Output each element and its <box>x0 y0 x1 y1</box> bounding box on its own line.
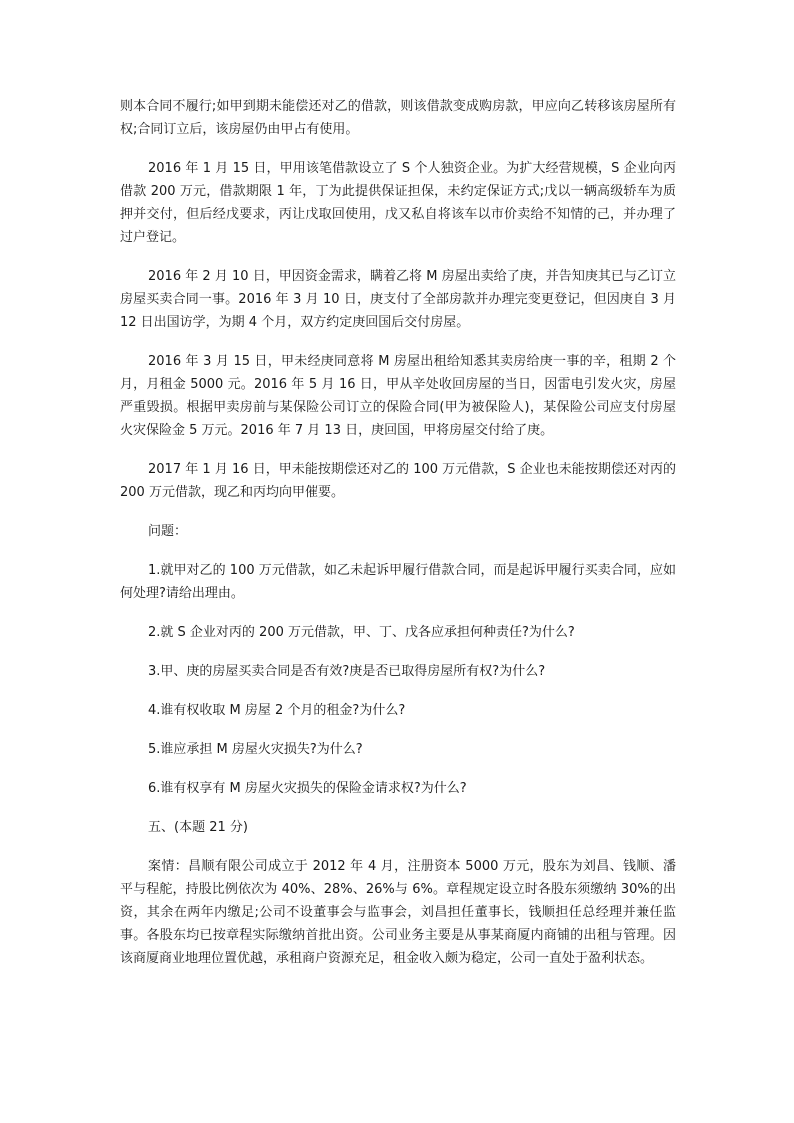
document-page <box>120 95 676 986</box>
question-5: 5.谁应承担 M 房屋火灾损失?为什么? <box>148 742 363 757</box>
paragraph-s-enterprise: 2016 年 1 月 15 日，甲用该笔借款设立了 S 个人独资企业。为扩大经营规模，S 企业向丙借款 200 万元，借款期限 1 年，丁为此提供保证担保，未约定保证方式;戊以一辆高级轿车为质押并交付，但后经戊要求，丙让戊取回使用，戊又私自将该车以市价卖给不知情的己，并办理了过户登记。 <box>120 161 676 245</box>
section-five-heading: 五、(本题 21 分) <box>148 820 248 835</box>
question-6: 6.谁有权享有 M 房屋火灾损失的保险金请求权?为什么? <box>148 781 467 796</box>
question-2: 2.就 S 企业对丙的 200 万元借款，甲、丁、戊各应承担何种责任?为什么? <box>148 625 575 640</box>
paragraph-case-facts: 案情：昌顺有限公司成立于 2012 年 4 月，注册资本 5000 万元，股东为刘昌、钱顺、潘平与程舵，持股比例依次为 40%、28%、26%与 6%。章程规定设立时各股东须缴纳 30%的出资，其余在两年内缴足;公司不设董事会与监事会，刘昌担任董事长，钱顺担任总经理并兼任监事。各股东均已按章程实际缴纳首批出资。公司业务主要是从事某商厦内商铺的出租与管理。因该商厦商业地理位置优越，承租商户资源充足，租金收入颇为稳定，公司一直处于盈利状态。 <box>120 859 676 966</box>
paragraph-house-sale: 2016 年 2 月 10 日，甲因资金需求，瞒着乙将 M 房屋出卖给了庚，并告知庚其已与乙订立房屋买卖合同一事。2016 年 3 月 10 日，庚支付了全部房款并办理完变更登记，但因庚自 3 月 12 日出国访学，为期 4 个月，双方约定庚回国后交付房屋。 <box>120 269 676 330</box>
paragraph-contract-continuation: 则本合同不履行;如甲到期未能偿还对乙的借款，则该借款变成购房款，甲应向乙转移该房屋所有权;合同订立后，该房屋仍由甲占有使用。 <box>120 99 676 137</box>
question-1: 1.就甲对乙的 100 万元借款，如乙未起诉甲履行借款合同，而是起诉甲履行买卖合同，应如何处理?请给出理由。 <box>120 563 676 601</box>
questions-heading: 问题： <box>148 524 188 539</box>
question-4: 4.谁有权收取 M 房屋 2 个月的租金?为什么? <box>148 703 406 718</box>
paragraph-debt-default: 2017 年 1 月 16 日，甲未能按期偿还对乙的 100 万元借款，S 企业也未能按期偿还对丙的 200 万元借款，现乙和丙均向甲催要。 <box>120 462 676 500</box>
question-3: 3.甲、庚的房屋买卖合同是否有效?庚是否已取得房屋所有权?为什么? <box>148 664 546 679</box>
paragraph-house-lease-fire: 2016 年 3 月 15 日，甲未经庚同意将 M 房屋出租给知悉其卖房给庚一事的辛，租期 2 个月，月租金 5000 元。2016 年 5 月 16 日，甲从辛处收回房屋的当日，因雷电引发火灾，房屋严重毁损。根据甲卖房前与某保险公司订立的保险合同(甲为被保险人)，某保险公司应支付房屋火灾保险金 5 万元。2016 年 7 月 13 日，庚回国，甲将房屋交付给了庚。 <box>120 354 676 438</box>
